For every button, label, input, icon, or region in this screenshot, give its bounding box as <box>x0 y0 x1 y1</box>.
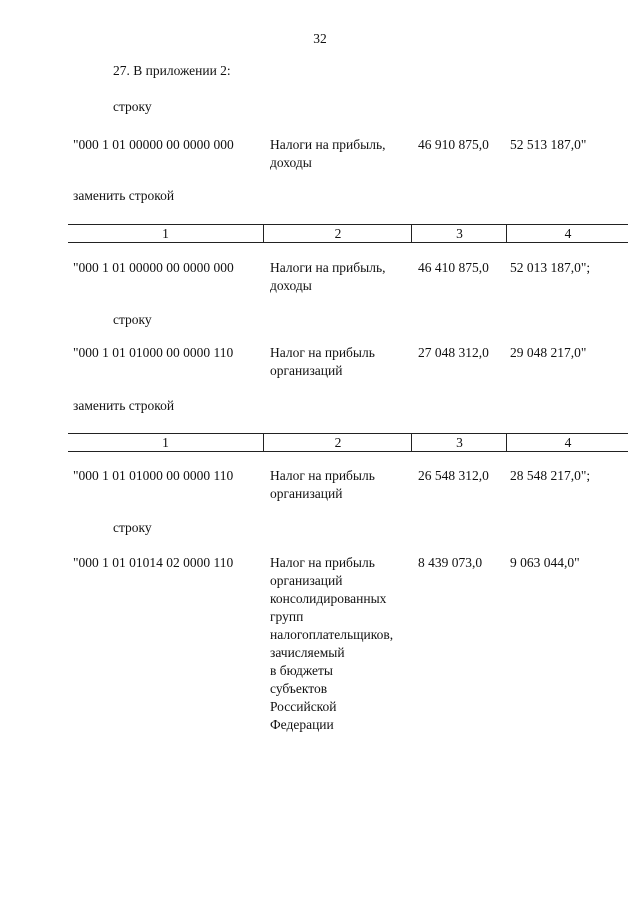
row-code: "000 1 01 01014 02 0000 110 <box>73 555 234 570</box>
column-number: 4 <box>506 434 629 451</box>
table-row <box>0 554 640 744</box>
column-number: 1 <box>162 435 169 450</box>
column-number: 2 <box>263 225 412 242</box>
row-code: "000 1 01 01000 00 0000 110 <box>73 468 234 483</box>
column-number-header <box>68 433 628 452</box>
row-value-1: 26 548 312,0 <box>418 468 489 483</box>
row-word-label: строку <box>113 99 152 114</box>
row-value-2: 29 048 217,0" <box>510 345 587 360</box>
table-row <box>0 259 640 299</box>
column-number: 3 <box>411 225 507 242</box>
row-code: "000 1 01 00000 00 0000 000 <box>73 260 234 275</box>
row-name: Налог на прибыль организаций <box>270 468 375 501</box>
row-code: "000 1 01 01000 00 0000 110 <box>73 345 234 360</box>
row-name: Налоги на прибыль, доходы <box>270 260 386 293</box>
row-value-2: 52 513 187,0" <box>510 137 587 152</box>
column-number: 1 <box>162 226 169 241</box>
column-number-header <box>68 224 628 243</box>
row-word-label: строку <box>113 312 152 327</box>
row-word-label: строку <box>113 520 152 535</box>
amendment-heading: 27. В приложении 2: <box>113 63 231 78</box>
row-value-1: 8 439 073,0 <box>418 555 483 570</box>
row-value-1: 27 048 312,0 <box>418 345 489 360</box>
row-value-1: 46 410 875,0 <box>418 260 489 275</box>
table-row <box>0 467 640 507</box>
row-code: "000 1 01 00000 00 0000 000 <box>73 137 234 152</box>
replace-with-label: заменить строкой <box>73 398 175 413</box>
column-number: 3 <box>411 434 507 451</box>
replace-with-label: заменить строкой <box>73 188 175 203</box>
row-value-1: 46 910 875,0 <box>418 137 489 152</box>
row-value-2: 9 063 044,0" <box>510 555 580 570</box>
row-name: Налоги на прибыль, доходы <box>270 137 386 170</box>
row-name: Налог на прибыль организаций <box>270 345 375 378</box>
row-value-2: 28 548 217,0"; <box>510 468 591 483</box>
column-number: 2 <box>263 434 412 451</box>
page-number: 32 <box>313 31 327 46</box>
table-row <box>0 344 640 384</box>
table-row <box>0 136 640 176</box>
column-number: 4 <box>506 225 629 242</box>
row-name: Налог на прибыль организаций консолидированных групп налогоплательщиков, зачисляемый в бюджеты субъектов Российской Федерации <box>270 555 394 732</box>
row-value-2: 52 013 187,0"; <box>510 260 591 275</box>
